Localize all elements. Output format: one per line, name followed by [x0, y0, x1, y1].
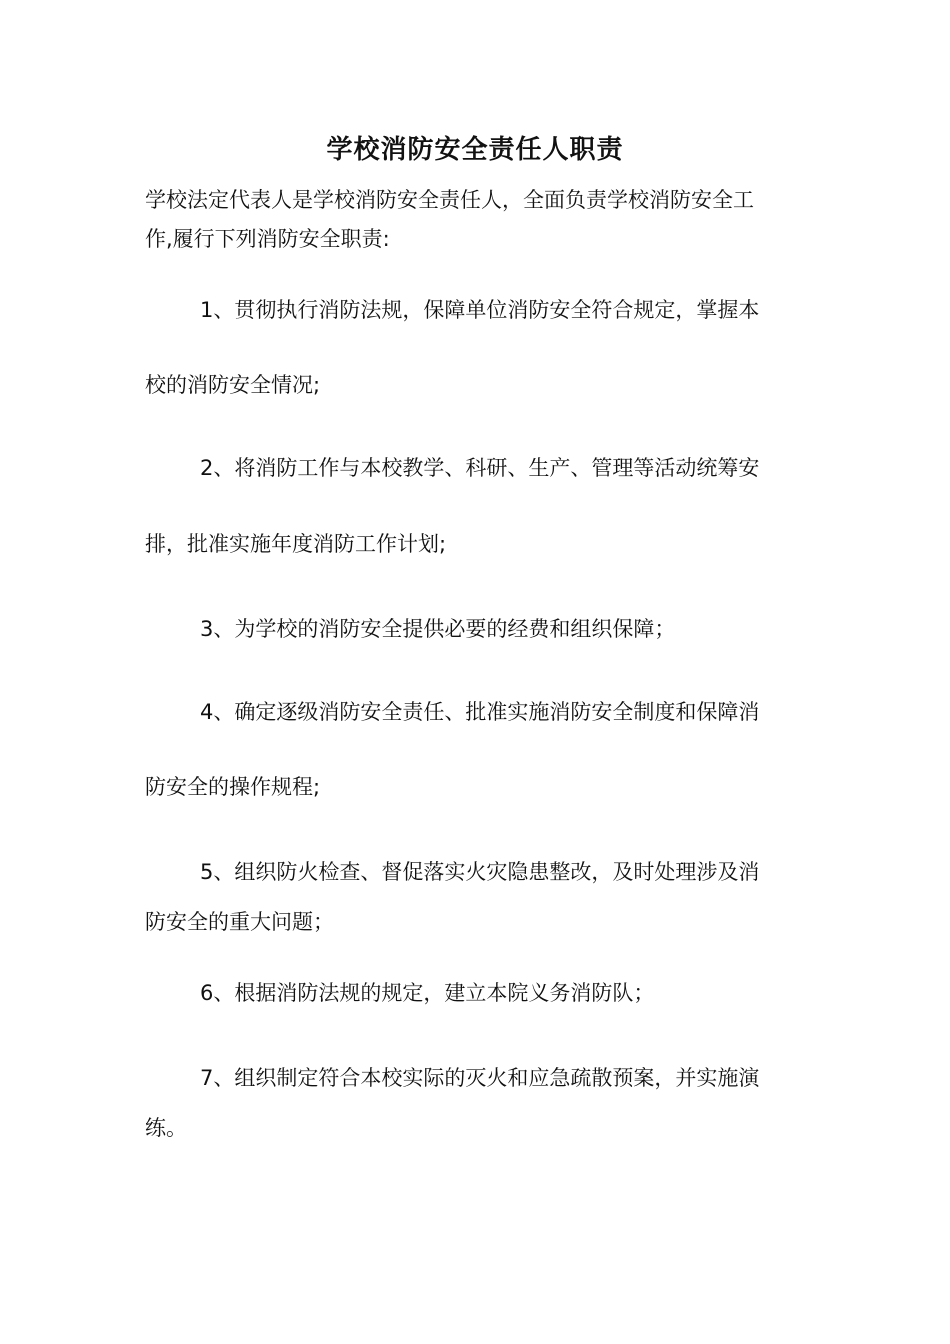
intro-line-2: 作,履行下列消防安全职责:: [145, 227, 390, 251]
item-1-line-1: 1、贯彻执行消防法规，保障单位消防安全符合规定，掌握本: [200, 298, 760, 322]
item-3-line-1: 3、为学校的消防安全提供必要的经费和组织保障；: [200, 617, 676, 641]
item-1-line-2: 校的消防安全情况;: [145, 373, 321, 397]
document-title: 学校消防安全责任人职责: [326, 135, 624, 165]
item-2-line-1: 2、将消防工作与本校教学、科研、生产、管理等活动统筹安: [200, 456, 760, 480]
item-5-line-2: 防安全的重大问题；: [145, 910, 334, 934]
item-4-line-2: 防安全的操作规程;: [145, 775, 321, 799]
item-6-line-1: 6、根据消防法规的规定，建立本院义务消防队；: [200, 981, 655, 1005]
intro-line-1: 学校法定代表人是学校消防安全责任人，全面负责学校消防安全工: [145, 188, 754, 212]
item-4-line-1: 4、确定逐级消防安全责任、批准实施消防安全制度和保障消: [200, 700, 760, 724]
item-2-line-2: 排，批准实施年度消防工作计划;: [145, 532, 447, 556]
item-5-line-1: 5、组织防火检查、督促落实火灾隐患整改，及时处理涉及消: [200, 860, 760, 884]
item-7-line-1: 7、组织制定符合本校实际的灭火和应急疏散预案，并实施演: [200, 1066, 760, 1090]
item-7-line-2: 练。: [145, 1116, 187, 1140]
